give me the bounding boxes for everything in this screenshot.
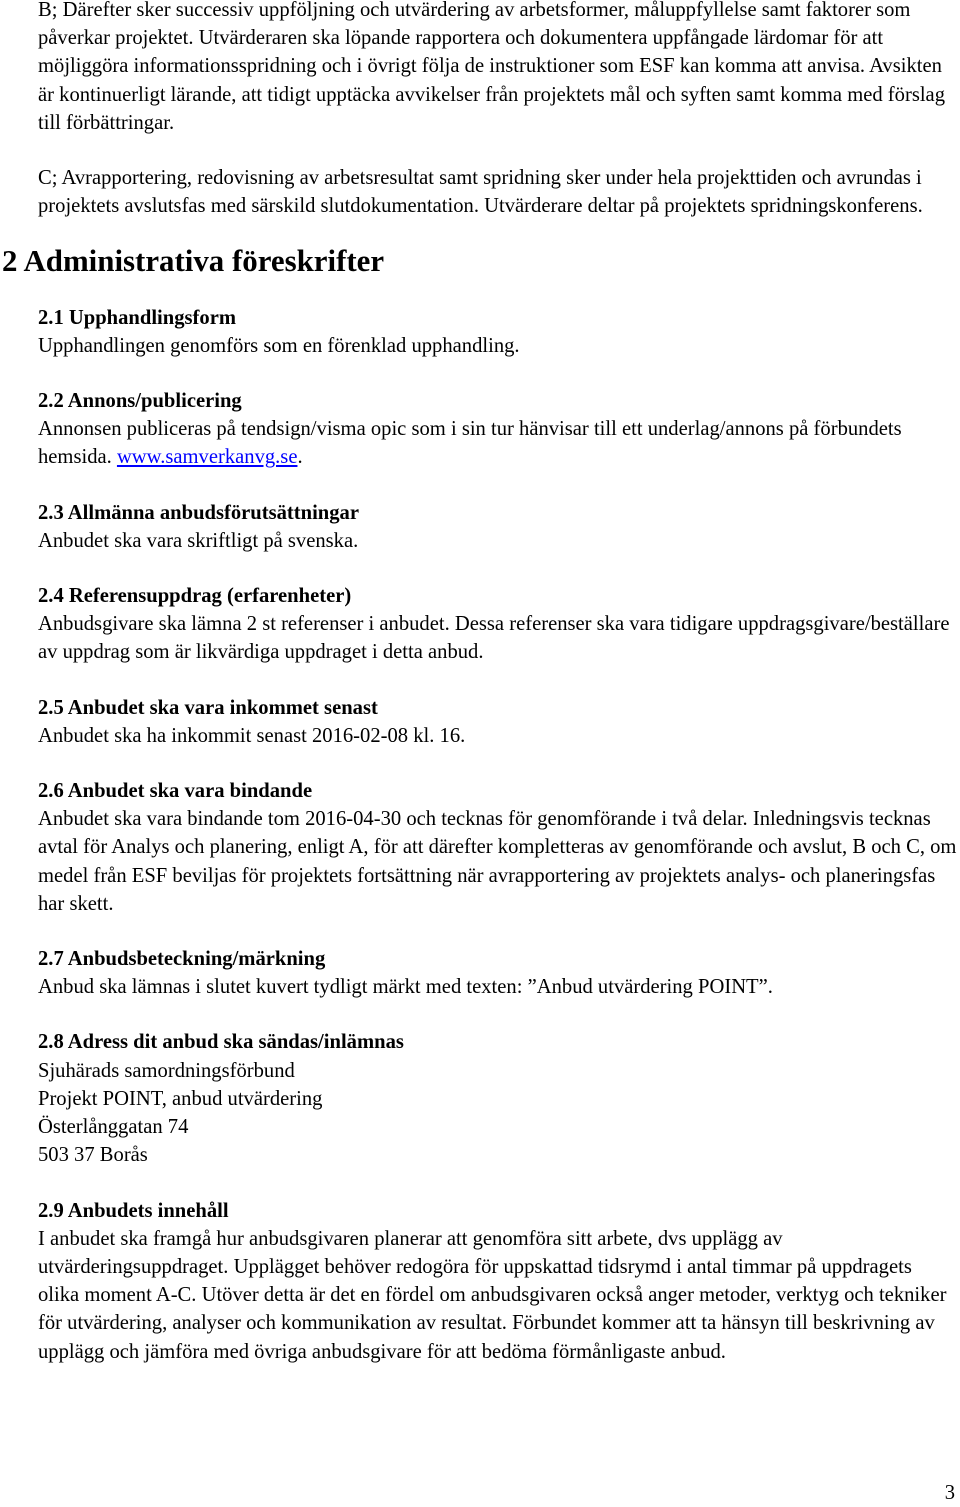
subsection-title: 2.2 Annons/publicering: [38, 390, 242, 413]
section-heading: 2 Administrativa föreskrifter: [2, 243, 385, 279]
subsection-2-2: [38, 387, 958, 472]
address-line: Sjuhärads samordningsförbund: [38, 1059, 295, 1082]
subsection-body: Anbudet ska vara bindande tom 2016-04-30 och tecknas för genomförande i två delar. Inledningsvis tecknas avtal för Analys och planering, enligt A, för att därefter kompletteras av genomförande och avslut, B och C, om medel från ESF beviljas för projektets fortsättning när avrapportering av projektets analys- och planeringsfas har skett.: [38, 808, 957, 915]
subsection-2-8: [38, 1028, 958, 1169]
subsection-2-4: [38, 582, 958, 667]
subsection-body-text: Annonsen publiceras på tendsign/visma opic som i sin tur hänvisar till ett underlag/annons på förbundets hemsida.: [38, 418, 902, 469]
subsection-2-6: [38, 777, 958, 918]
paragraph-c: C; Avrapportering, redovisning av arbetsresultat samt spridning sker under hela projekttiden och avrundas i projektets avslutsfas med särskild slutdokumentation. Utvärderare deltar på projektets spridningskonferens.: [38, 167, 923, 218]
subsection-title: 2.9 Anbudets innehåll: [38, 1199, 229, 1222]
subsection-body: [38, 415, 958, 471]
subsection-title: 2.5 Anbudet ska vara inkommet senast: [38, 696, 378, 719]
subsection-title: 2.1 Upphandlingsform: [38, 306, 236, 329]
subsection-2-5: [38, 694, 958, 750]
subsection-body: Anbud ska lämnas i slutet kuvert tydligt märkt med texten: ”Anbud utvärdering POINT”.: [38, 976, 773, 999]
document-page: [2, 0, 958, 1393]
subsection-2-3: [38, 499, 958, 555]
subsection-title: 2.3 Allmänna anbudsförutsättningar: [38, 501, 359, 524]
subsection-2-1: [38, 304, 958, 360]
paragraph-b: B; Därefter sker successiv uppföljning och utvärdering av arbetsformer, måluppfyllelse samt faktorer som påverkar projektet. Utvärderaren ska löpande rapportera och dokumentera uppfångade lärdomar för att möjliggöra informationsspridning och i övrigt följa de instruktioner som ESF kan komma att anvisa. Avsikten är kontinuerligt lärande, att tidigt upptäcka avvikelser från projektets mål och syften samt komma med förslag till förbättringar.: [38, 0, 945, 134]
subsection-body: Upphandlingen genomförs som en förenklad upphandling.: [38, 334, 520, 357]
subsection-body-end: .: [297, 446, 303, 469]
subsection-title: 2.8 Adress dit anbud ska sändas/inlämnas: [38, 1031, 404, 1054]
website-link[interactable]: www.samverkanvg.se: [116, 446, 298, 469]
subsection-2-9: [38, 1197, 958, 1366]
subsection-body: I anbudet ska framgå hur anbudsgivaren planerar att genomföra sitt arbete, dvs upplägg av utvärderingsuppdraget. Upplägget behöver redogöra för uppskattad tidsrymd i antal timmar på uppdragets olika moment A-C. Utöver detta är det en fördel om anbudsgivaren också anger metoder, verktyg och tekniker för utvärdering, analyser och kommunikation av resultat. Förbundet kommer att ta hänsyn till beskrivning av upplägg och jämföra med övriga anbudsgivare för att bedöma förmånligaste anbud.: [38, 1227, 947, 1363]
address-line: 503 37 Borås: [38, 1144, 148, 1167]
subsection-body: Anbudet ska ha inkommit senast 2016-02-08 kl. 16.: [38, 724, 466, 747]
subsection-title: 2.7 Anbudsbeteckning/märkning: [38, 948, 326, 971]
subsection-title: 2.6 Anbudet ska vara bindande: [38, 780, 313, 803]
subsection-body: Anbudsgivare ska lämna 2 st referenser i anbudet. Dessa referenser ska vara tidigare uppdragsgivare/beställare av uppdrag som är likvärdiga uppdraget i detta anbud.: [38, 613, 950, 664]
subsection-body: Anbudet ska vara skriftligt på svenska.: [38, 529, 359, 552]
subsection-2-7: [38, 945, 958, 1001]
address-line: Projekt POINT, anbud utvärdering: [38, 1087, 323, 1110]
address-line: Österlånggatan 74: [38, 1116, 189, 1139]
page-number: 3: [944, 1482, 955, 1504]
subsection-title: 2.4 Referensuppdrag (erfarenheter): [38, 585, 352, 608]
